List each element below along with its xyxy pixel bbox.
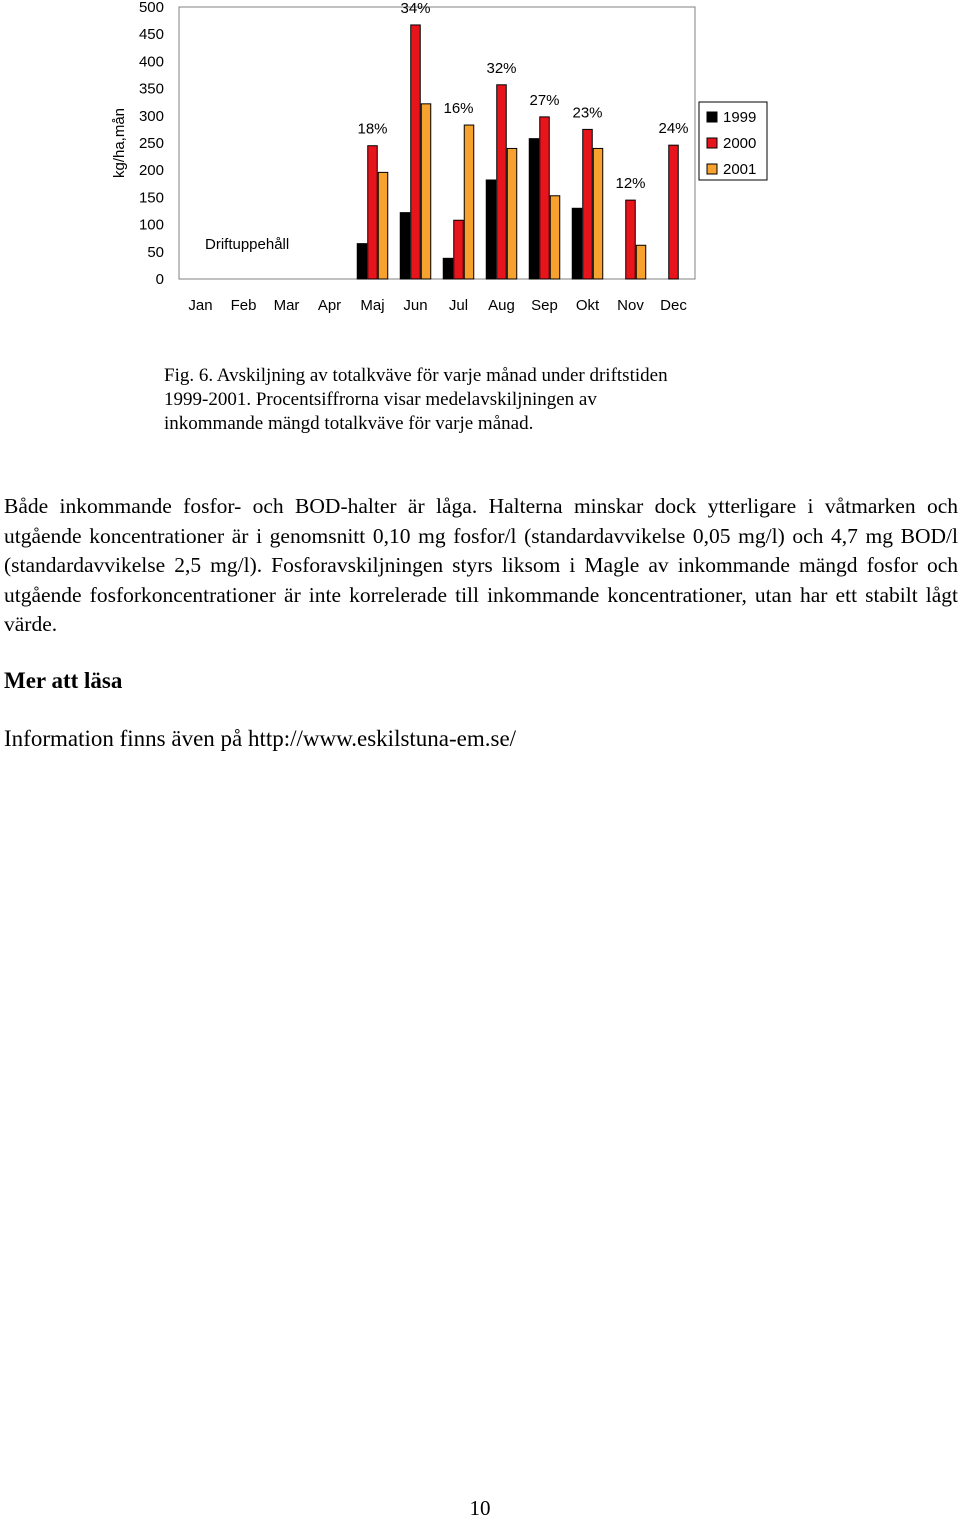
y-tick-label: 450 (138, 26, 164, 44)
bar-2000-jun (411, 25, 421, 279)
legend-swatch-2001 (707, 164, 717, 174)
x-tick-label-aug: Aug (488, 297, 515, 314)
paragraph-text: Både inkommande fosfor- och BOD-halter är låga. Halterna minskar dock ytterligare i våtmarken och utgående koncentrationer är i genomsnitt 0,10 mg fosfor/l (standardavvikelse 0,05 mg/l) och 4,7 mg BOD/l (standardavvikelse 2,5 mg/l). Fosforavskiljningen styrs liksom i Magle av inkommande mängd fosfor och utgående fosforkoncentrationer är inte korrelerade till inkommande koncentrationer, utan har ett stabilt lågt värde. (4, 494, 958, 636)
bar-2001-jul (464, 125, 474, 279)
x-tick-label-sep: Sep (531, 297, 558, 314)
x-tick-label-okt: Okt (575, 297, 600, 314)
bar-1999-jun (400, 213, 410, 279)
y-tick-labels (139, 0, 164, 288)
bar-1999-aug (486, 180, 496, 279)
bar-2000-nov (626, 200, 636, 279)
caption-line-3: inkommande mängd totalkväve för varje månad. (164, 413, 534, 434)
nitrogen-removal-chart (0, 0, 960, 330)
x-tick-label-feb: Feb (230, 297, 257, 314)
x-tick-label-maj: Maj (360, 297, 385, 314)
y-tick-label: 250 (138, 135, 164, 152)
y-tick-label: 150 (138, 189, 164, 207)
legend-label-2000: 2000 (723, 135, 757, 152)
bar-2001-nov (636, 245, 646, 279)
section-heading: Mer att läsa (4, 668, 123, 693)
y-tick-label: 500 (138, 0, 164, 16)
bar-1999-maj (357, 244, 367, 279)
x-tick-label-mar: Mar (273, 297, 300, 314)
chart-annotation-driftuppehall: Driftuppehåll (205, 236, 290, 253)
percent-label-nov: 12% (615, 175, 646, 193)
percent-label-okt: 23% (572, 104, 603, 122)
bar-2001-sep (550, 196, 560, 279)
y-tick-label: 100 (138, 216, 164, 234)
y-axis-label: kg/ha,mån (111, 107, 128, 179)
x-tick-label-apr: Apr (317, 297, 342, 314)
percent-label-jun: 34% (400, 0, 431, 17)
percent-label-aug: 32% (486, 59, 517, 77)
bar-1999-jul (443, 258, 453, 279)
percent-label-sep: 27% (529, 91, 560, 109)
y-tick-label: 400 (138, 53, 164, 71)
caption-line-2: 1999-2001. Procentsiffrorna visar medelavskiljningen av (164, 389, 597, 410)
body-paragraph (4, 492, 958, 640)
x-tick-label-nov: Nov (617, 297, 644, 314)
x-tick-label-jul: Jul (448, 297, 469, 314)
legend-label-1999: 1999 (723, 109, 757, 126)
x-tick-labels (188, 297, 687, 314)
x-tick-label-dec: Dec (660, 297, 687, 314)
bar-2000-aug (497, 85, 507, 279)
legend-swatch-2000 (707, 138, 717, 148)
bar-2001-jun (421, 104, 431, 279)
bar-2001-okt (593, 148, 603, 279)
legend-label-2001: 2001 (723, 161, 757, 178)
x-tick-label-jan: Jan (188, 297, 213, 314)
y-tick-label: 350 (138, 80, 164, 98)
bar-2000-okt (583, 129, 593, 279)
y-tick-label: 300 (138, 107, 164, 125)
info-text: Information finns även på http://www.eskilstuna-em.se/ (4, 726, 517, 751)
bar-2000-dec (669, 145, 679, 279)
figure-caption (164, 364, 784, 436)
bar-2001-aug (507, 148, 517, 279)
bar-2001-maj (378, 172, 388, 279)
y-tick-label: 200 (138, 162, 164, 180)
percent-label-dec: 24% (658, 120, 689, 138)
bar-2000-jul (454, 220, 464, 279)
legend-swatch-1999 (707, 112, 717, 122)
caption-line-1: Fig. 6. Avskiljning av totalkväve för varje månad under driftstiden (164, 365, 668, 386)
y-tick-label: 50 (147, 243, 164, 261)
bar-2000-maj (368, 146, 378, 279)
bar-2000-sep (540, 117, 550, 279)
page-number: 10 (469, 1496, 491, 1520)
percent-label-maj: 18% (357, 120, 388, 138)
chart-legend (699, 102, 767, 180)
percent-label-jul: 16% (443, 100, 474, 118)
x-tick-label-jun: Jun (403, 297, 428, 314)
bar-1999-sep (529, 139, 539, 279)
y-tick-label: 0 (155, 271, 164, 288)
bar-1999-okt (572, 208, 582, 279)
